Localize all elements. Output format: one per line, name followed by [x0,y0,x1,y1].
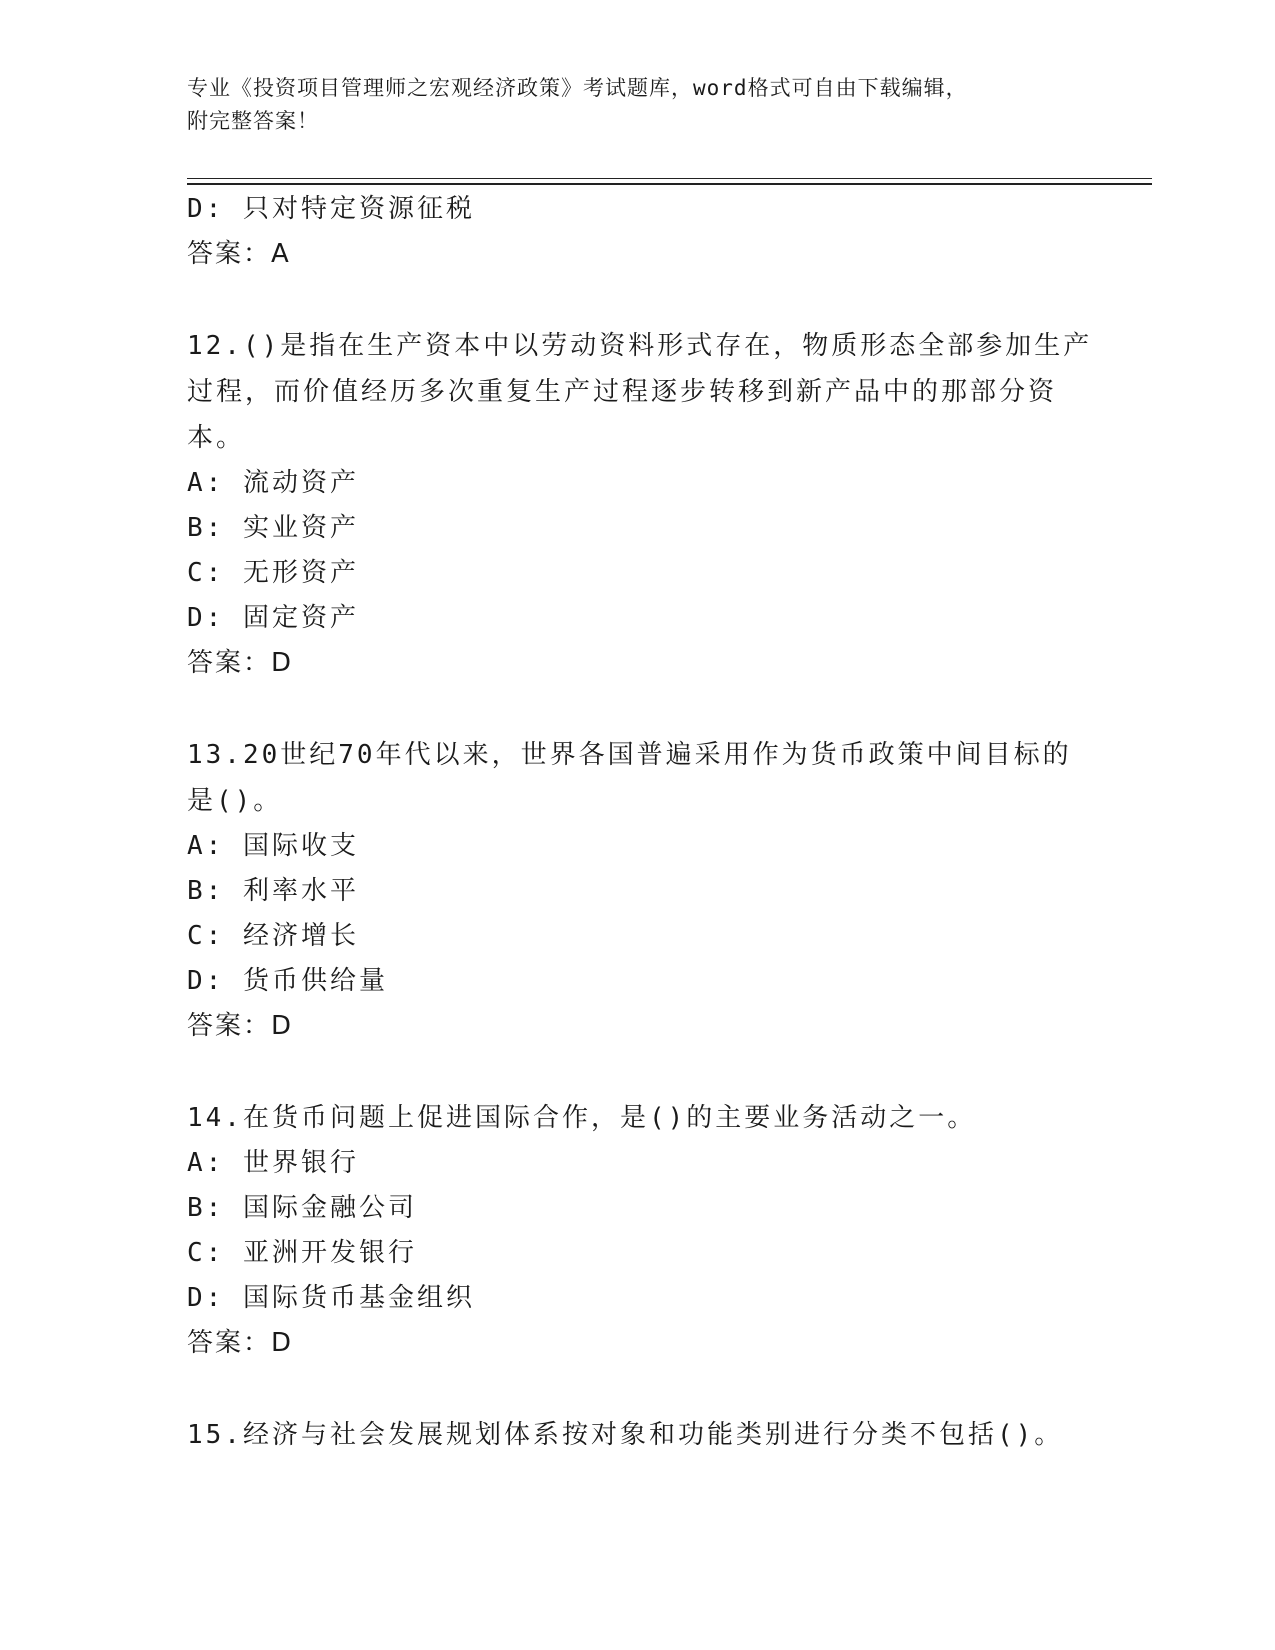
question-stem-line: 14.在货币问题上促进国际合作，是()的主要业务活动之一。 [187,1103,977,1133]
option-c: C: 无形资产 [187,558,359,588]
option-d: D: 国际货币基金组织 [187,1283,475,1313]
option-c: C: 亚洲开发银行 [187,1238,417,1268]
question-13 [187,732,1087,1049]
answer-line: 答案：D [187,648,294,678]
question-content [187,187,1093,1458]
option-a: A: 国际收支 [187,831,359,861]
question-stem-line: 12.()是指在生产资本中以劳动资料形式存在，物质形态全部参加生产 [187,331,1093,361]
spacer [187,686,1087,732]
document-header [187,72,1087,138]
answer-line: 答案：D [187,1328,294,1358]
option-c: C: 经济增长 [187,921,359,951]
header-divider-thin [187,178,1152,179]
option-d: D: 固定资产 [187,603,359,633]
spacer [187,1366,1087,1412]
answer-line: 答案：A [187,239,291,269]
option-b: B: 实业资产 [187,513,359,543]
answer-line: 答案：D [187,1011,294,1041]
option-d: D: 货币供给量 [187,966,388,996]
question-15 [187,1412,1087,1458]
question-stem-line: 15.经济与社会发展规划体系按对象和功能类别进行分类不包括()。 [187,1420,1064,1450]
spacer [187,277,1087,323]
header-line-2: 附完整答案！ [187,109,319,133]
question-12 [187,323,1093,686]
option-b: B: 利率水平 [187,876,359,906]
question-stem-line: 本。 [187,423,246,453]
question-14 [187,1095,1087,1366]
header-divider-thick [187,183,1152,185]
option-b: B: 国际金融公司 [187,1193,417,1223]
spacer [187,1049,1087,1095]
option-d: D: 只对特定资源征税 [187,194,475,224]
header-line-1: 专业《投资项目管理师之宏观经济政策》考试题库，word格式可自由下载编辑， [187,76,968,100]
question-stem-line: 是()。 [187,786,283,816]
question-stem-line: 13.20世纪70年代以来，世界各国普遍采用作为货币政策中间目标的 [187,740,1072,770]
question-stem-line: 过程，而价值经历多次重复生产过程逐步转移到新产品中的那部分资 [187,377,1058,407]
option-a: A: 世界银行 [187,1148,359,1178]
option-a: A: 流动资产 [187,468,359,498]
